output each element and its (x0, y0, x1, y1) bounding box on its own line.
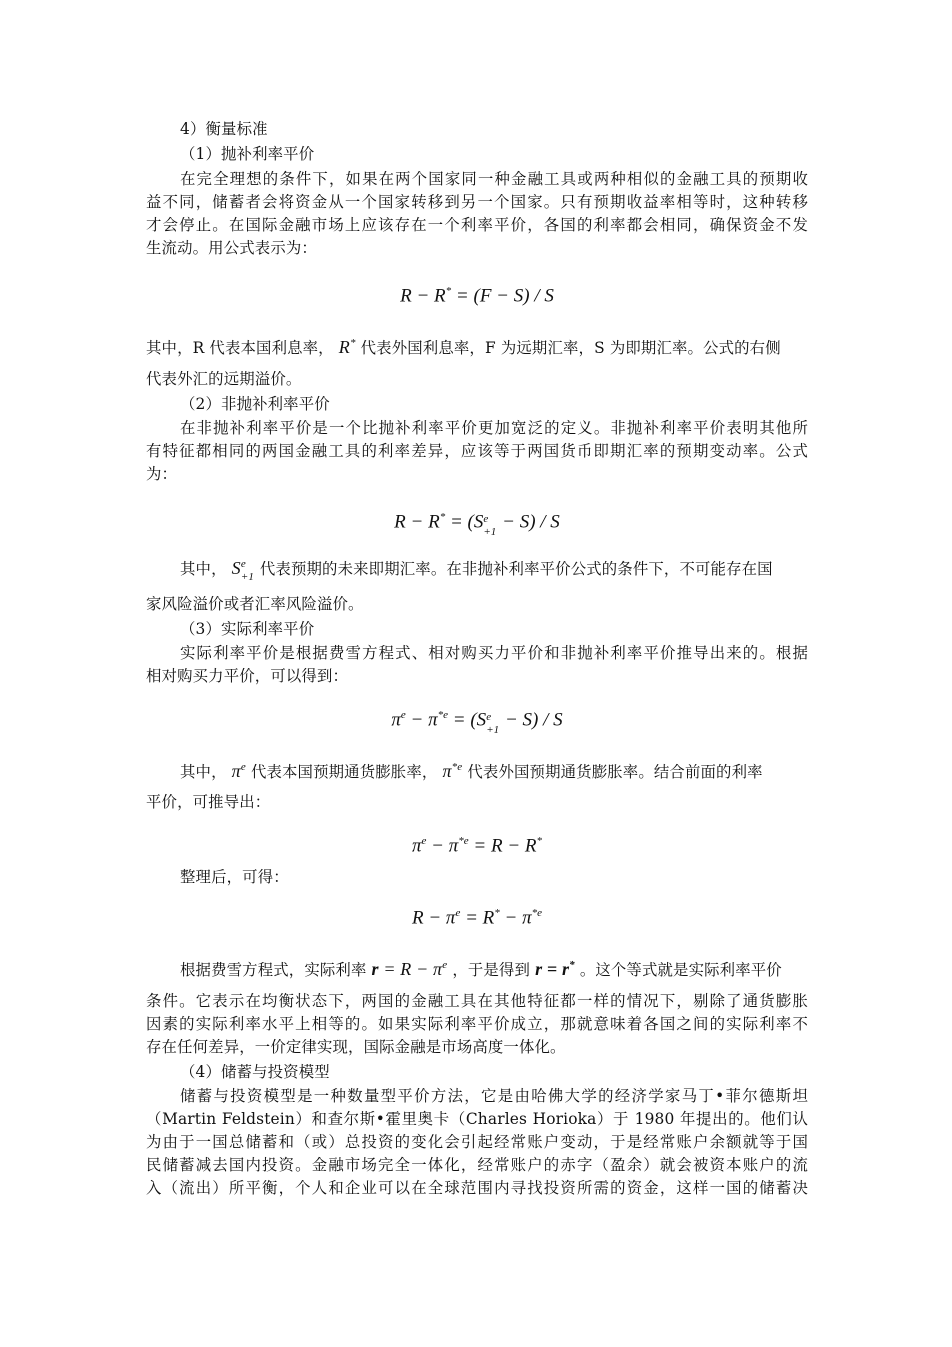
paragraph-line: 有特征都相同的两国金融工具的利率差异，应该等于两国货币即期汇率的预期变动率。公式 (146, 442, 808, 460)
paragraph-line: 存在任何差异，一价定律实现，国际金融是市场高度一体化。 (146, 1038, 566, 1056)
paragraph-line (180, 557, 808, 583)
paragraph-line: 相对购买力平价，可以得到： (146, 667, 349, 685)
math-pi-e: $\pi^e$ (231, 761, 246, 781)
equation-real-parity-3: $R - \pi^e = R^* - \pi^{*e}$ (411, 907, 542, 929)
paragraph-line: 民储蓄减去国内投资。金融市场完全一体化，经常账户的赤字（盈余）就会被资本账户的流 (146, 1156, 808, 1174)
text-run: 其中， (180, 763, 227, 781)
math-s-expected: S e +1 (231, 558, 255, 583)
paragraph-line: 入（流出）所平衡，个人和企业可以在全球范围内寻找投资所需的资金，这样一国的储蓄决 (146, 1179, 808, 1197)
paragraph-line: 储蓄与投资模型是一种数量型平价方法，它是由哈佛大学的经济学家马丁•菲尔德斯坦 (180, 1087, 808, 1105)
paragraph-line: 条件。它表示在均衡状态下，两国的金融工具在其他特征都一样的情况下，剔除了通货膨胀 (146, 992, 808, 1010)
text-run: 代表外国利息率，F 为远期汇率，S 为即期汇率。公式的右侧 (360, 339, 781, 357)
subsection-title-4: （4）储蓄与投资模型 (180, 1063, 330, 1081)
paragraph-line: 实际利率平价是根据费雪方程式、相对购买力平价和非抛补利率平价推导出来的。根据 (180, 644, 808, 662)
paragraph-line: 因素的实际利率水平上相等的。如果实际利率平价成立，那就意味着各国之间的实际利率不 (146, 1015, 808, 1033)
text-run: 根据费雪方程式，实际利率 (180, 961, 367, 979)
paragraph-line (180, 756, 808, 783)
paragraph-line: 为： (146, 465, 178, 483)
text-run: 其中，R 代表本国利息率， (146, 339, 334, 357)
paragraph-line (146, 332, 808, 359)
text-run: 其中， (180, 560, 227, 578)
paragraph-line: 才会停止。在国际金融市场上应该存在一个利率平价，各国的利率都会相同，确保资金不发 (146, 216, 808, 234)
paragraph-line: （Martin Feldstein）和查尔斯•霍里奥卡（Charles Horioka）于 1980 年提出的。他们认 (146, 1110, 808, 1128)
subsection-title-1: （1）抛补利率平价 (180, 145, 315, 163)
paragraph-line (180, 954, 808, 981)
math-pi-star-e: $\pi^{*e}$ (442, 761, 463, 781)
paragraph-line: 益不同，储蓄者会将资金从一个国家转移到另一个国家。只有预期收益率相等时，这种转移 (146, 193, 808, 211)
paragraph-line: 代表外汇的远期溢价。 (146, 370, 302, 388)
math-r-equality: r = r* (535, 959, 575, 979)
text-run: 代表外国预期通货膨胀率。结合前面的利率 (467, 763, 763, 781)
paragraph-line: 在完全理想的条件下，如果在两个国家同一种金融工具或两种相似的金融工具的预期收 (180, 170, 808, 188)
math-r-star: R* (338, 337, 356, 357)
text-run: 。这个等式就是实际利率平价 (579, 961, 782, 979)
paragraph-line: 家风险溢价或者汇率风险溢价。 (146, 595, 364, 613)
text-run: ，于是得到 (452, 961, 531, 979)
paragraph-line: 整理后，可得： (180, 868, 289, 886)
paragraph-line: 平价，可推导出： (146, 793, 271, 811)
math-fisher: r (371, 959, 379, 979)
section-heading: 4）衡量标准 (180, 120, 268, 138)
text-run: 代表本国预期通货膨胀率， (250, 763, 438, 781)
text-run: 代表预期的未来即期汇率。在非抛补利率平价公式的条件下，不可能存在国 (259, 560, 773, 578)
subsection-title-3: （3）实际利率平价 (180, 620, 315, 638)
equation-real-parity-1: $\pi^e - \pi^{*e} = (S$ e +1 − S) / S (391, 709, 563, 737)
equation-covered-parity: R − R* = (F − S) / S (400, 285, 554, 307)
equation-uncovered-parity: R − R* = (S e +1 − S) / S (394, 511, 560, 539)
equation-real-parity-2: $\pi^e - \pi^{*e} = R - R^*$ (411, 835, 542, 857)
paragraph-line: 在非抛补利率平价是一个比抛补利率平价更加宽泛的定义。非抛补利率平价表明其他所 (180, 419, 808, 437)
paragraph-line: 生流动。用公式表示为： (146, 239, 317, 257)
paragraph-line: 为由于一国总储蓄和（或）总投资的变化会引起经常账户变动，于是经常账户余额就等于国 (146, 1133, 808, 1151)
subsection-title-2: （2）非抛补利率平价 (180, 395, 330, 413)
math-fisher-rhs: = $R - \pi^e$ (378, 959, 448, 979)
